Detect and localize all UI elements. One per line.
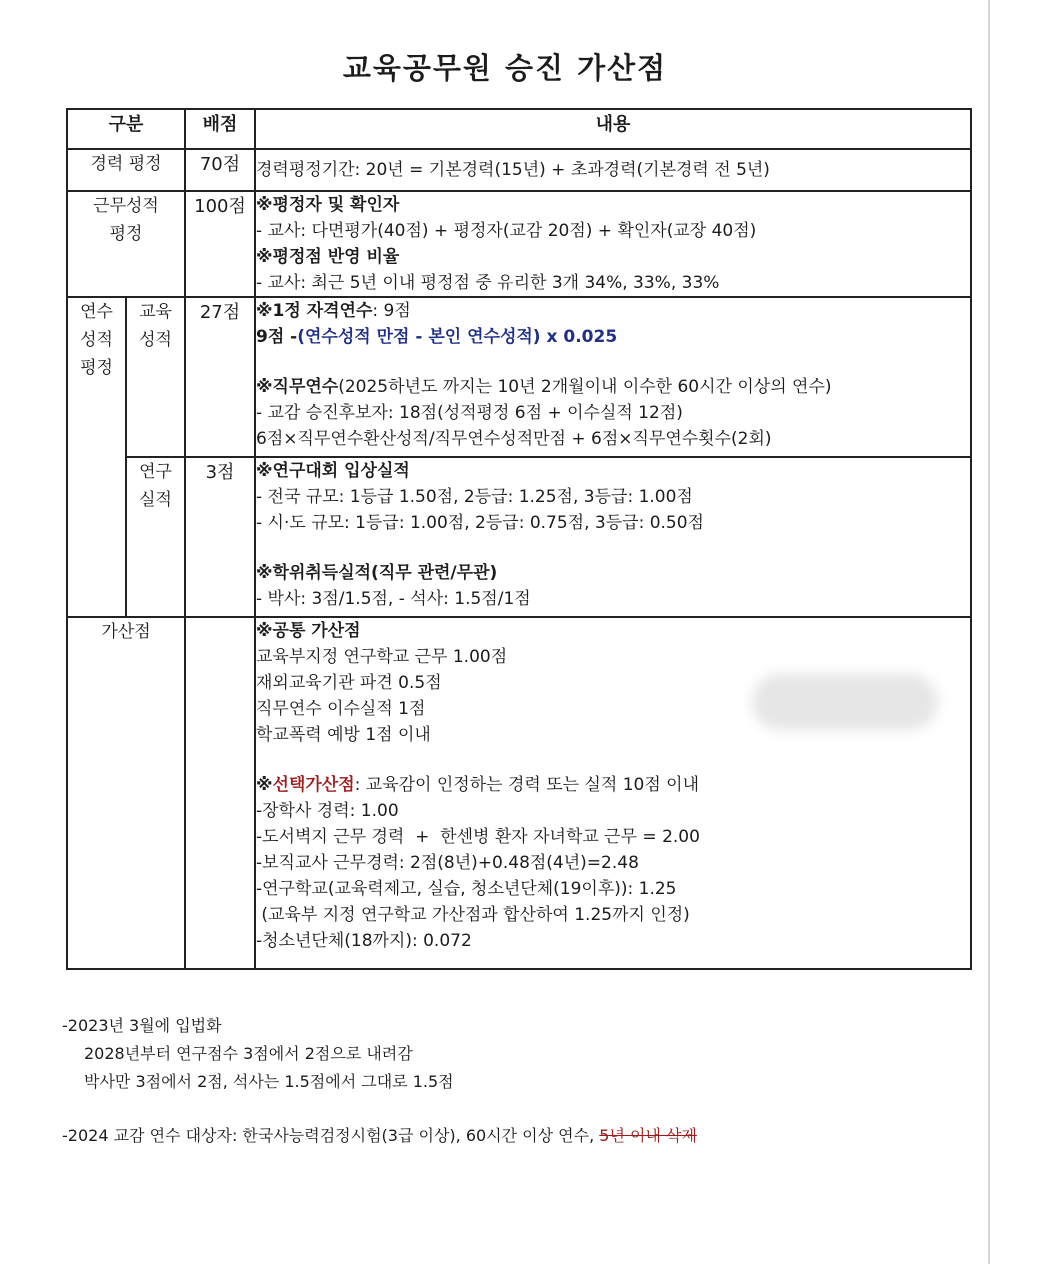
note-1: -2023년 3월에 입법화 — [62, 1016, 222, 1035]
research-heading-1: ※연구대회 입상실적 — [256, 461, 410, 481]
row-performance — [67, 191, 971, 297]
footnotes — [62, 1012, 697, 1150]
performance-score: 100점 — [185, 191, 255, 297]
research-line-3: - 박사: 3점/1.5점, - 석사: 1.5점/1점 — [256, 589, 531, 609]
bonus-heading-1: ※공통 가산점 — [256, 621, 361, 641]
edu-formula: (연수성적 만점 - 본인 연수성적) x 0.025 — [297, 327, 618, 347]
row-training-edu — [67, 297, 971, 457]
edu-heading-2: ※직무연수 — [256, 377, 339, 397]
bonus-line-2: 재외교육기관 파견 0.5점 — [256, 673, 442, 693]
training-category — [67, 297, 126, 617]
edu-heading-2-detail: (2025하년도 까지는 10년 2개월이내 이수한 60시간 이상의 연수) — [338, 377, 832, 397]
bonus-category: 가산점 — [67, 617, 185, 969]
edu-heading-1: ※1정 자격연수 — [256, 301, 373, 321]
career-category: 경력 평정 — [67, 149, 185, 191]
performance-content — [255, 191, 971, 297]
bonus-line-3: 직무연수 이수실적 1점 — [256, 699, 426, 719]
edu-sub-1: 교육 — [139, 302, 172, 322]
edu-formula-prefix: 9점 - — [256, 327, 298, 347]
edu-heading-1-value: : 9점 — [372, 301, 411, 321]
edu-line-2: - 교감 승진후보자: 18점(성적평정 6점 + 이수실적 12점) — [256, 403, 683, 423]
bonus-content — [255, 617, 971, 969]
edu-subcategory — [126, 297, 185, 457]
bonus-heading-2: 선택가산점 — [272, 775, 355, 795]
header-content: 내용 — [255, 109, 971, 149]
performance-category-2: 평정 — [109, 224, 143, 244]
edu-sub-2: 성적 — [139, 330, 172, 350]
bonus-line-8: -연구학교(교육력제고, 실습, 청소년단체(19이후)): 1.25 — [256, 879, 677, 899]
row-training-research — [67, 457, 971, 617]
bonus-line-6: -도서벽지 근무 경력 + 한센병 환자 자녀학교 근무 = 2.00 — [256, 827, 700, 847]
redacted-area — [752, 674, 938, 730]
edu-content — [255, 297, 971, 457]
header-category: 구분 — [67, 109, 185, 149]
training-category-1: 연수 — [80, 302, 113, 322]
page-edge — [988, 0, 990, 1264]
document-title: 교육공무원 승진 가산점 — [342, 51, 668, 85]
bonus-line-4: 학교폭력 예방 1점 이내 — [256, 725, 431, 745]
research-sub-2: 실적 — [139, 490, 172, 510]
bonus-line-1: 교육부지정 연구학교 근무 1.00점 — [256, 647, 508, 667]
note-4-strikethrough: 5년 이내 삭제 — [599, 1126, 697, 1145]
research-line-1: - 전국 규모: 1등급 1.50점, 2등급: 1.25점, 3등급: 1.00점 — [256, 487, 693, 507]
research-score: 3점 — [185, 457, 255, 617]
career-line: 경력평정기간: 20년 = 기본경력(15년) + 초과경력(기본경력 전 5년) — [256, 160, 770, 180]
research-line-2: - 시·도 규모: 1등급: 1.00점, 2등급: 0.75점, 3등급: 0.50점 — [256, 513, 704, 533]
note-3: 박사만 3점에서 2점, 석사는 1.5점에서 그대로 1.5점 — [84, 1072, 454, 1091]
bonus-score — [185, 617, 255, 969]
performance-line-1: - 교사: 다면평가(40점) + 평정자(교감 20점) + 확인자(교장 40점) — [256, 221, 757, 241]
edu-score: 27점 — [185, 297, 255, 457]
note-4: -2024 교감 연수 대상자: 한국사능력검정시험(3급 이상), 60시간 이상 연수, — [62, 1126, 600, 1145]
header-score: 배점 — [185, 109, 255, 149]
research-sub-1: 연구 — [139, 462, 172, 482]
bonus-line-7: -보직교사 근무경력: 2점(8년)+0.48점(4년)=2.48 — [256, 853, 639, 873]
career-content — [255, 149, 971, 191]
bonus-heading-2-detail: : 교육감이 인정하는 경력 또는 실적 10점 이내 — [354, 775, 700, 795]
training-category-2: 성적 — [80, 330, 113, 350]
performance-category-1: 근무성적 — [93, 196, 159, 216]
edu-line-3: 6점×직무연수환산성적/직무연수성적만점 + 6점×직무연수횟수(2회) — [256, 429, 772, 449]
row-bonus — [67, 617, 971, 969]
career-score: 70점 — [185, 149, 255, 191]
research-subcategory — [126, 457, 185, 617]
performance-heading-1: ※평정자 및 확인자 — [256, 195, 400, 215]
table-header-row — [67, 109, 971, 149]
performance-line-2: - 교사: 최근 5년 이내 평정점 중 유리한 3개 34%, 33%, 33% — [256, 273, 720, 293]
performance-category — [67, 191, 185, 297]
bonus-line-10: -청소년단체(18까지): 0.072 — [256, 931, 472, 951]
research-content — [255, 457, 971, 617]
bonus-heading-2-mark: ※ — [256, 775, 273, 795]
training-category-3: 평정 — [80, 358, 113, 378]
note-2: 2028년부터 연구점수 3점에서 2점으로 내려감 — [84, 1044, 413, 1063]
performance-heading-2: ※평정점 반영 비율 — [256, 247, 400, 267]
bonus-line-5: -장학사 경력: 1.00 — [256, 801, 399, 821]
points-table — [66, 108, 972, 970]
bonus-line-9: (교육부 지정 연구학교 가산점과 합산하여 1.25까지 인정) — [256, 905, 690, 925]
row-career — [67, 149, 971, 191]
research-heading-2: ※학위취득실적(직무 관련/무관) — [256, 563, 498, 583]
